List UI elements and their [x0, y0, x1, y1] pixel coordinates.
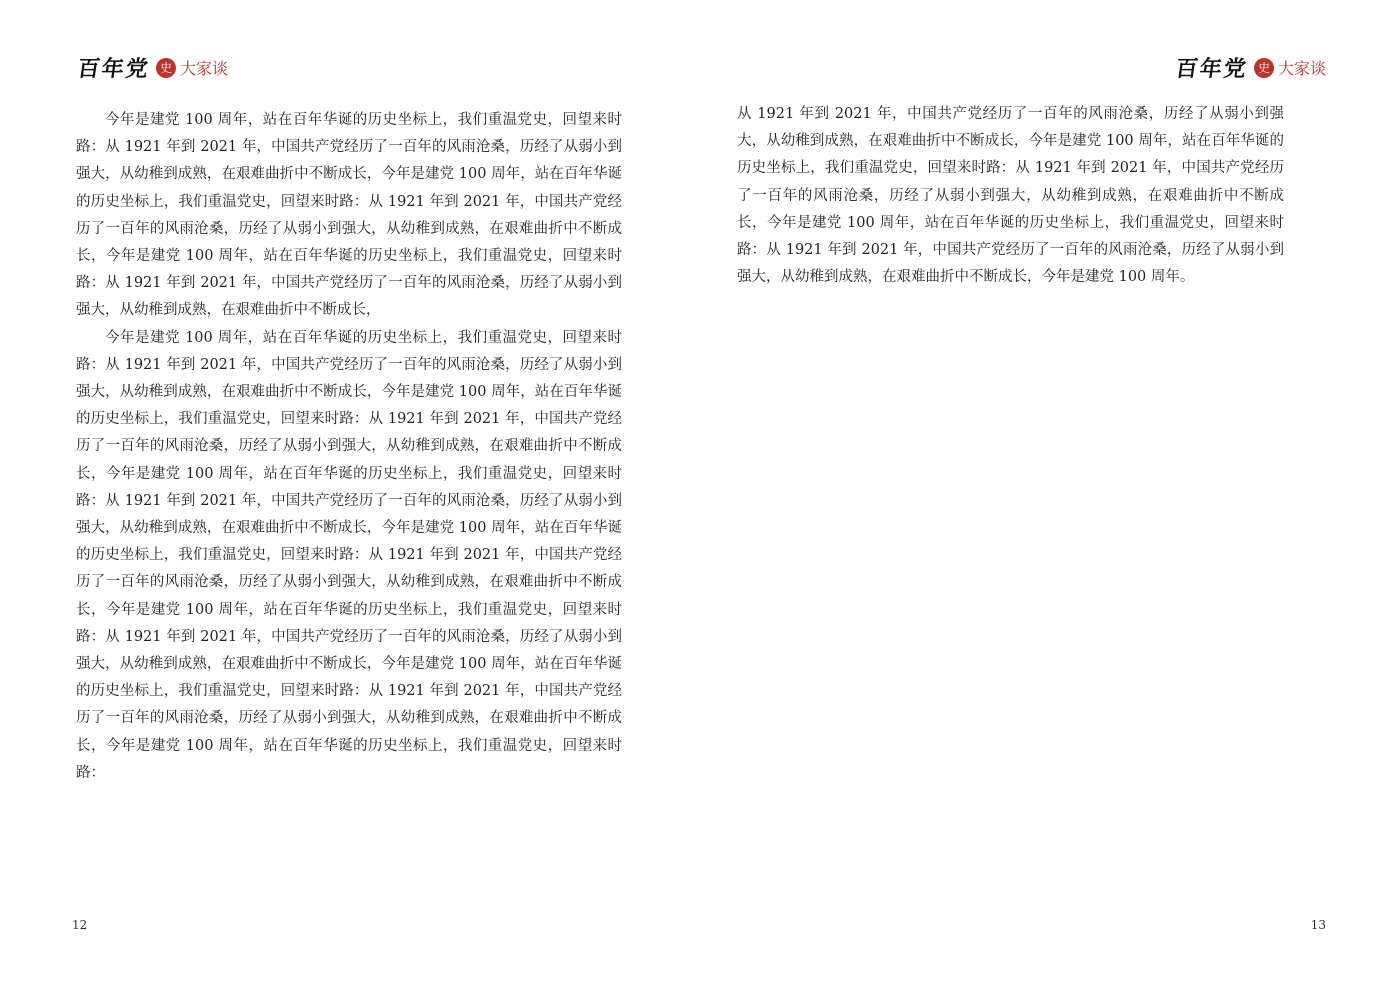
logo-seal-icon: 史	[156, 58, 176, 78]
logo-seal-icon: 史	[1254, 58, 1274, 78]
page-number: 13	[1310, 918, 1326, 932]
body-text	[737, 101, 1284, 291]
header-logo	[1173, 52, 1326, 83]
body-text	[76, 107, 622, 787]
header-logo	[75, 52, 229, 83]
paragraph: 今年是建党 100 周年，站在百年华诞的历史坐标上，我们重温党史，回望来时路：从 1921 年到 2021 年，中国共产党经历了一百年的风雨沧桑，历经了从弱小到强大，从幼稚到成熟，在艰难曲折中不断成长，今年是建党 100 周年，站在百年华诞的历史坐标上，我们重温党史，回望来时路：从 1921 年到 2021 年，中国共产党经历了一百年的风雨沧桑，历经了从弱小到强大，从幼稚到成熟，在艰难曲折中不断成长，今年是建党 100 周年，站在百年华诞的历史坐标上，我们重温党史，回望来时路：从 1921 年到 2021 年，中国共产党经历了一百年的风雨沧桑，历经了从弱小到强大，从幼稚到成熟，在艰难曲折中不断成长，	[76, 112, 622, 319]
paragraph: 从 1921 年到 2021 年，中国共产党经历了一百年的风雨沧桑，历经了从弱小到强大，从幼稚到成熟，在艰难曲折中不断成长，今年是建党 100 周年，站在百年华诞的历史坐标上，我们重温党史，回望来时路：从 1921 年到 2021 年，中国共产党经历了一百年的风雨沧桑，历经了从弱小到强大，从幼稚到成熟，在艰难曲折中不断成长，今年是建党 100 周年，站在百年华诞的历史坐标上，我们重温党史，回望来时路：从 1921 年到 2021 年，中国共产党经历了一百年的风雨沧桑，历经了从弱小到强大，从幼稚到成熟，在艰难曲折中不断成长，今年是建党 100 周年。	[737, 106, 1284, 286]
logo-tagline: 大家谈	[180, 59, 229, 78]
paragraph: 今年是建党 100 周年，站在百年华诞的历史坐标上，我们重温党史，回望来时路：从 1921 年到 2021 年，中国共产党经历了一百年的风雨沧桑，历经了从弱小到强大，从幼稚到成熟，在艰难曲折中不断成长，今年是建党 100 周年，站在百年华诞的历史坐标上，我们重温党史，回望来时路：从 1921 年到 2021 年，中国共产党经历了一百年的风雨沧桑，历经了从弱小到强大，从幼稚到成熟，在艰难曲折中不断成长，今年是建党 100 周年，站在百年华诞的历史坐标上，我们重温党史，回望来时路：从 1921 年到 2021 年，中国共产党经历了一百年的风雨沧桑，历经了从弱小到强大，从幼稚到成熟，在艰难曲折中不断成长，今年是建党 100 周年，站在百年华诞的历史坐标上，我们重温党史，回望来时路：从 1921 年到 2021 年，中国共产党经历了一百年的风雨沧桑，历经了从弱小到强大，从幼稚到成熟，在艰难曲折中不断成长，今年是建党 100 周年，站在百年华诞的历史坐标上，我们重温党史，回望来时路：从 1921 年到 2021 年，中国共产党经历了一百年的风雨沧桑，历经了从弱小到强大，从幼稚到成熟，在艰难曲折中不断成长，今年是建党 100 周年，站在百年华诞的历史坐标上，我们重温党史，回望来时路：从 1921 年到 2021 年，中国共产党经历了一百年的风雨沧桑，历经了从弱小到强大，从幼稚到成熟，在艰难曲折中不断成长，今年是建党 100 周年，站在百年华诞的历史坐标上，我们重温党史，回望来时路：	[76, 329, 622, 781]
right-page	[699, 0, 1398, 982]
logo-title: 百年党	[75, 56, 152, 82]
logo-tagline: 大家谈	[1277, 59, 1326, 78]
page-number: 12	[72, 918, 88, 932]
logo-title: 百年党	[1173, 56, 1250, 82]
